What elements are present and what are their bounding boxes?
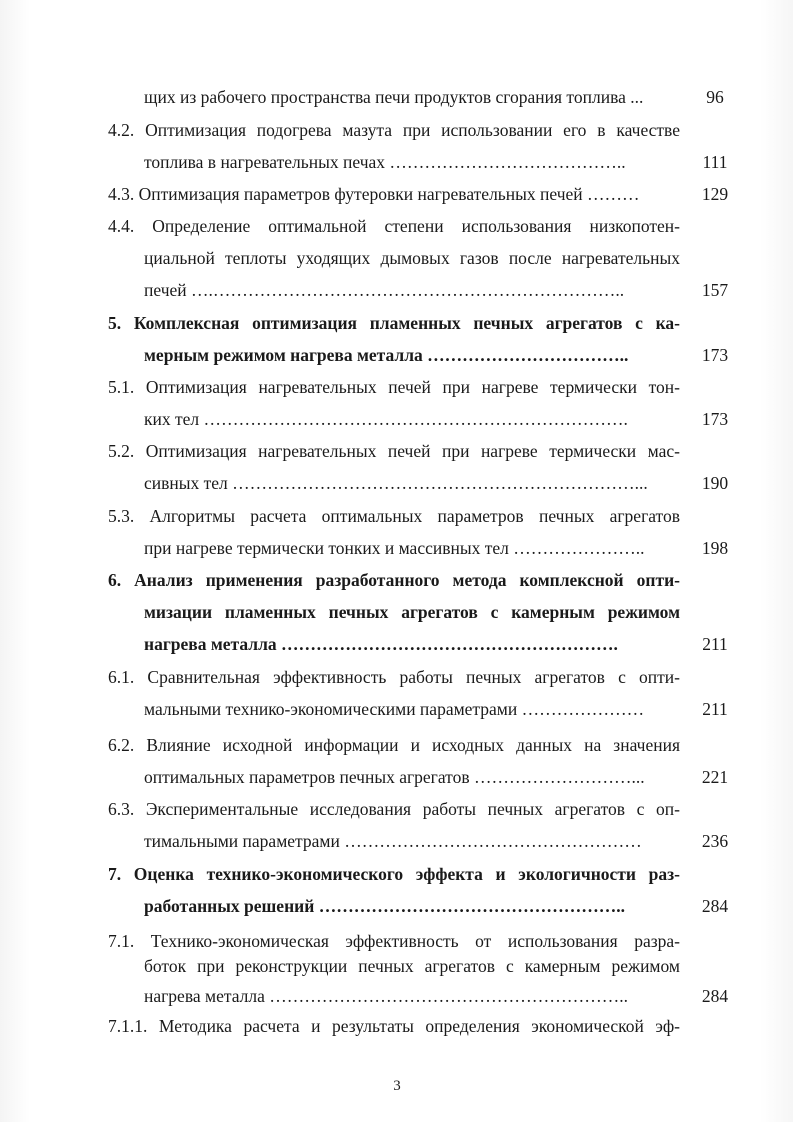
toc-page-number: 236 bbox=[701, 831, 729, 851]
toc-page-number: 221 bbox=[701, 767, 729, 787]
toc-chapter-7: 7. Оценка технико-экономического эффекта и экологичности раз- bbox=[108, 864, 680, 884]
page-number: 3 bbox=[393, 1078, 401, 1094]
toc-line-continuation: мерным режимом нагрева металла …………………………….. bbox=[144, 345, 629, 365]
toc-line-continuation: тимальными параметрами …………………………………………… bbox=[144, 831, 642, 851]
toc-entry-4-3: 4.3. Оптимизация параметров футеровки нагревательных печей ……… bbox=[108, 184, 640, 204]
toc-line-continuation: ких тел ………………………………………………………………. bbox=[144, 409, 628, 429]
toc-page-number: 211 bbox=[702, 699, 728, 719]
toc-line-continuation: боток при реконструкции печных агрегатов с камерным режимом bbox=[144, 956, 680, 976]
toc-line-continuation: циальной теплоты уходящих дымовых газов после нагревательных bbox=[144, 248, 680, 268]
toc-page-number: 198 bbox=[701, 538, 729, 558]
toc-page-number: 96 bbox=[706, 87, 724, 107]
toc-line-continuation: оптимальных параметров печных агрегатов ………………………... bbox=[144, 767, 645, 787]
toc-page-number: 284 bbox=[701, 986, 729, 1006]
toc-line-continuation: мальными технико-экономическими параметрами ………………… bbox=[144, 699, 645, 719]
toc-entry-4-2: 4.2. Оптимизация подогрева мазута при использовании его в качестве bbox=[108, 120, 680, 140]
toc-entry-6-3: 6.3. Экспериментальные исследования работы печных агрегатов с оп- bbox=[108, 799, 680, 819]
toc-page-number: 190 bbox=[701, 473, 729, 493]
toc-line-continuation: при нагреве термически тонких и массивных тел ………………….. bbox=[144, 538, 645, 558]
toc-entry-6-1: 6.1. Сравнительная эффективность работы печных агрегатов с опти- bbox=[108, 667, 680, 687]
toc-line-continuation: нагрева металла …………………………………………………….. bbox=[144, 986, 628, 1006]
toc-entry-5-1: 5.1. Оптимизация нагревательных печей при нагреве термически тон- bbox=[108, 377, 680, 397]
toc-entry-7-1-1: 7.1.1. Методика расчета и результаты определения экономической эф- bbox=[108, 1016, 680, 1036]
toc-page-number: 284 bbox=[701, 896, 729, 916]
toc-page-number: 173 bbox=[701, 345, 729, 365]
toc-line-continuation: нагрева металла …………………………………………………. bbox=[144, 634, 618, 654]
toc-page-number: 173 bbox=[701, 409, 729, 429]
toc-page-number: 211 bbox=[702, 634, 728, 654]
toc-chapter-5: 5. Комплексная оптимизация пламенных печных агрегатов с ка- bbox=[108, 313, 680, 333]
toc-line-continuation: работанных решений …………………………………………….. bbox=[144, 896, 625, 916]
toc-entry-7-1: 7.1. Технико-экономическая эффективность от использования разра- bbox=[108, 931, 680, 951]
toc-page-number: 157 bbox=[701, 280, 729, 300]
toc-entry-4-4: 4.4. Определение оптимальной степени использования низкопотен- bbox=[108, 216, 680, 236]
toc-entry-5-3: 5.3. Алгоритмы расчета оптимальных параметров печных агрегатов bbox=[108, 506, 680, 526]
toc-line-continuation: топлива в нагревательных печах ………………………………….. bbox=[144, 152, 626, 172]
toc-entry-6-2: 6.2. Влияние исходной информации и исходных данных на значения bbox=[108, 735, 680, 755]
toc-line-continuation: щих из рабочего пространства печи продуктов сгорания топлива ... bbox=[144, 87, 644, 107]
toc-page-number: 111 bbox=[702, 152, 728, 172]
toc-chapter-6: 6. Анализ применения разработанного метода комплексной опти- bbox=[108, 570, 680, 590]
toc-line-continuation: сивных тел ……………………………………………………………... bbox=[144, 473, 648, 493]
toc-line-continuation: мизации пламенных печных агрегатов с камерным режимом bbox=[144, 602, 680, 622]
toc-entry-5-2: 5.2. Оптимизация нагревательных печей при нагреве термически мас- bbox=[108, 441, 680, 461]
toc-line-continuation: печей ….…………………………………………………………….. bbox=[144, 280, 625, 300]
toc-page-number: 129 bbox=[701, 184, 729, 204]
